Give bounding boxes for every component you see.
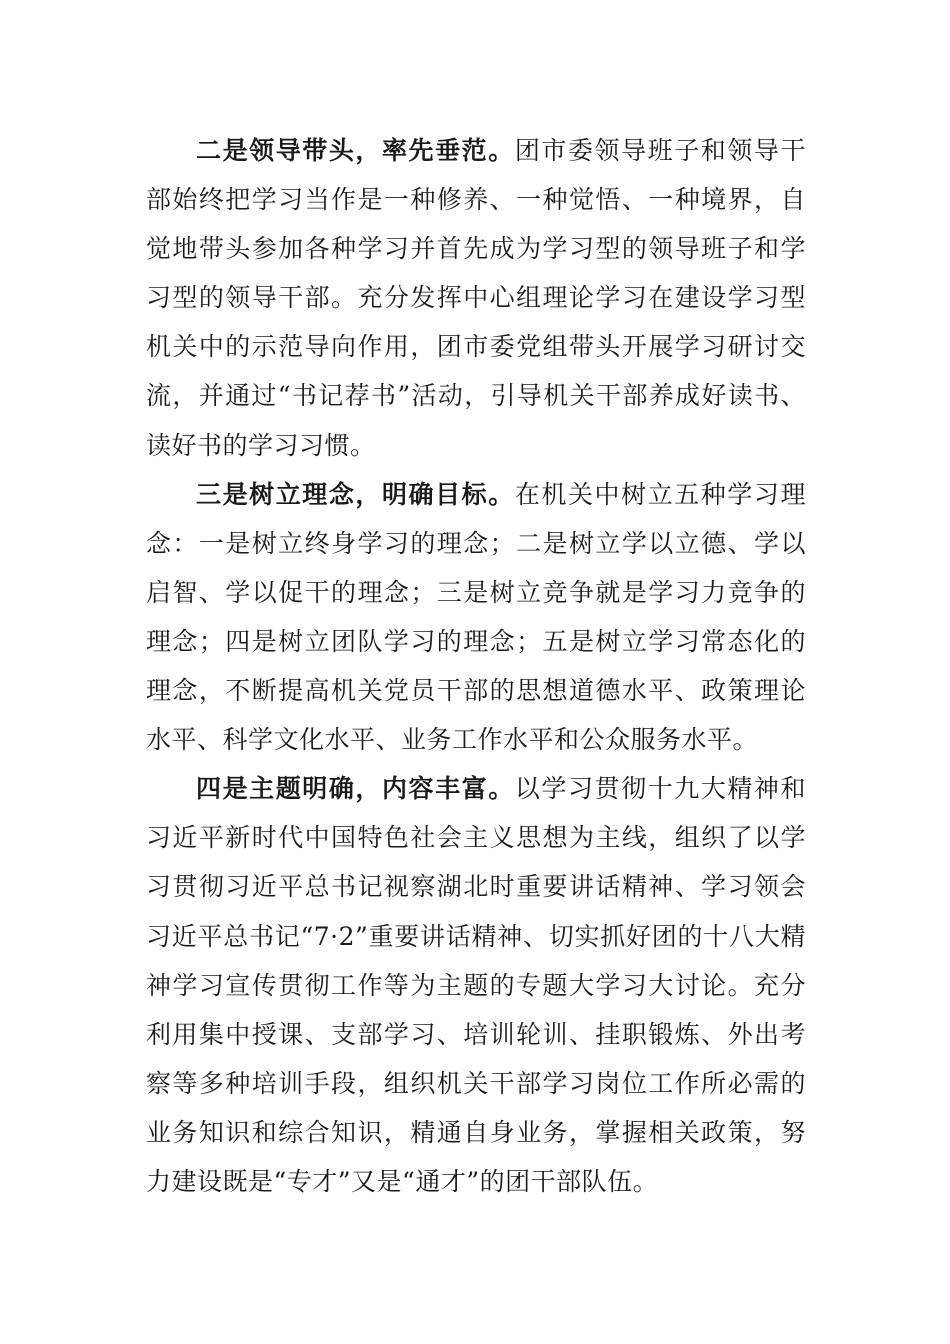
paragraph-lead: 三是树立理念，明确目标。 [196,479,515,509]
paragraph-text: 在机关中树立五种学习理念：一是树立终身学习的理念；二是树立学以立德、学以启智、学以促干的理念；三是树立竞争就是学习力竞争的理念；四是树立团队学习的理念；五是树立学习常态化的理念，不断提高机关党员干部的思想道德水平、政策理论水平、科学文化水平、业务工作水平和公众服务水平。 [146,479,806,755]
paragraph-text: 团市委领导班子和领导干部始终把学习当作是一种修养、一种觉悟、一种境界，自觉地带头参加各种学习并首先成为学习型的领导班子和学习型的领导干部。充分发挥中心组理论学习在建设学习型机关中的示范导向作用，团市委党组带头开展学习研讨交流，并通过“书记荐书”活动，引导机关干部养成好读书、读好书的学习习惯。 [146,136,806,460]
paragraph-text: 以学习贯彻十九大精神和习近平新时代中国特色社会主义思想为主线，组织了以学习贯彻习近平总书记视察湖北时重要讲话精神、学习领会习近平总书记“7·2”重要讲话精神、切实抓好团的十八大精神学习宣传贯彻工作等为主题的专题大学习大讨论。充分利用集中授课、支部学习、培训轮训、挂职锻炼、外出考察等多种培训手段，组织机关干部学习岗位工作所必需的业务知识和综合知识，精通自身业务，掌握相关政策，努力建设既是“专才”又是“通才”的团干部队伍。 [146,774,806,1196]
document-body [146,126,806,1206]
paragraph-lead: 二是领导带头，率先垂范。 [196,136,515,165]
paragraph-concepts [146,470,806,765]
paragraph-leadership [146,126,806,470]
paragraph-themes [146,764,806,1206]
paragraph-lead: 四是主题明确，内容丰富。 [196,774,515,804]
